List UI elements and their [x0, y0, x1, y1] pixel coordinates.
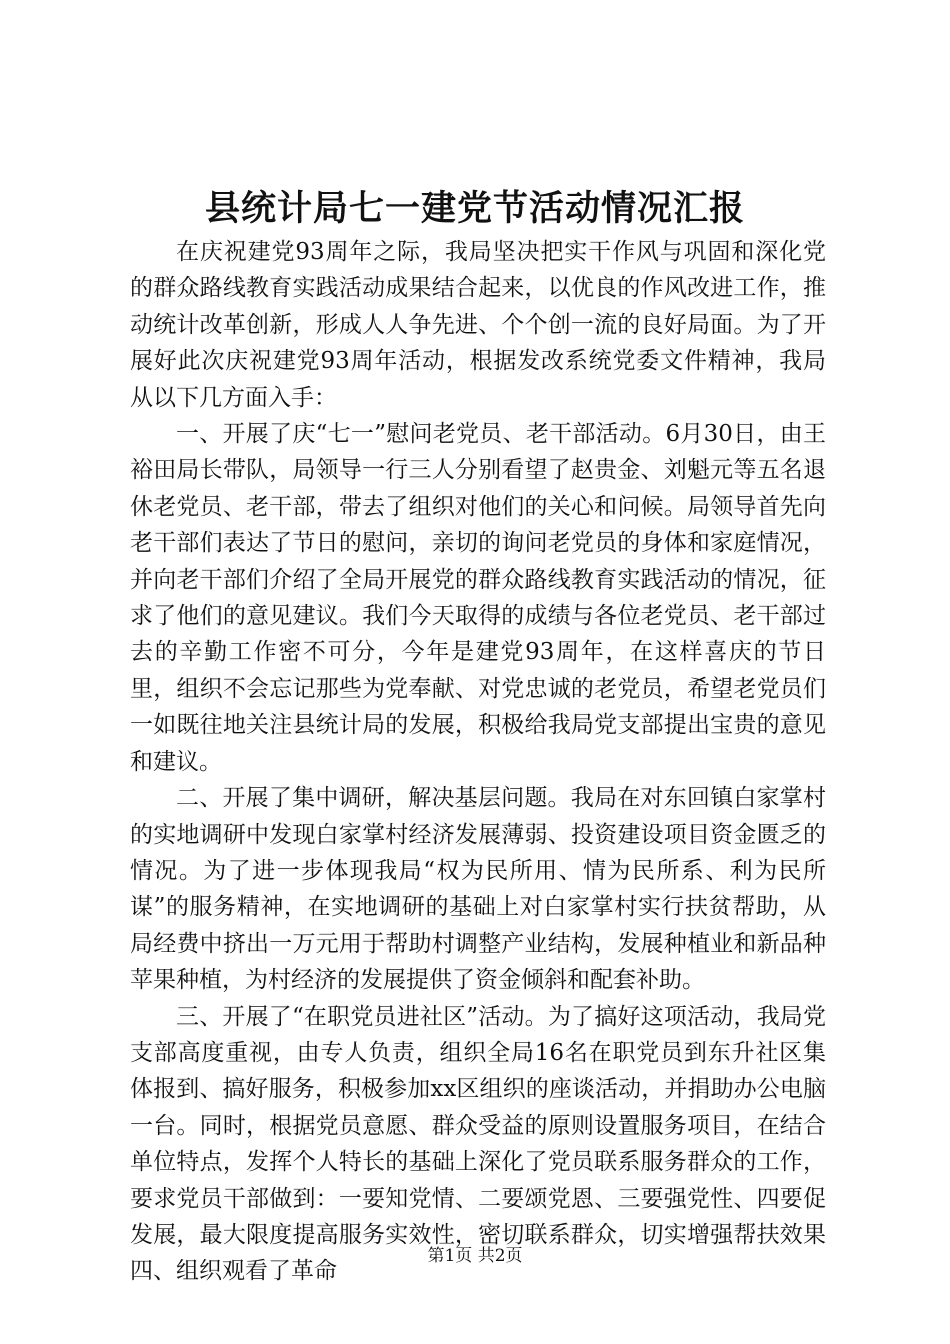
paragraph-intro: 在庆祝建党93周年之际，我局坚决把实干作风与巩固和深化党的群众路线教育实践活动成果结合起来，以优良的作风改进工作，推动统计改革创新，形成人人争先进、个个创一流的良好局面。为了开展好此次庆祝建党93周年活动，根据发改系统党委文件精神，我局从以下几方面入手： [130, 239, 826, 411]
document-title: 县统计局七一建党节活动情况汇报 [204, 188, 745, 229]
paragraph-section-1: 一、开展了庆“七一”慰问老党员、老干部活动。6月30日，由王裕田局长带队，局领导一行三人分别看望了赵贵金、刘魁元等五名退休老党员、老干部，带去了组织对他们的关心和问候。局领导首先向老干部们表达了节日的慰问，亲切的询问老党员的身体和家庭情况，并向老干部们介绍了全局开展党的群众路线教育实践活动的情况，征求了他们的意见建议。我们今天取得的成绩与各位老党员、老干部过去的辛勤工作密不可分，今年是建党93周年，在这样喜庆的节日里，组织不会忘记那些为党奉献、对党忠诚的老党员，希望老党员们一如既往地关注县统计局的发展，积极给我局党支部提出宝贵的意见和建议。 [130, 421, 826, 775]
page-number-footer: 第1页 共2页 [427, 1246, 523, 1266]
paragraph-section-3: 三、开展了“在职党员进社区”活动。为了搞好这项活动，我局党支部高度重视，由专人负责，组织全局16名在职党员到东升社区集体报到、搞好服务，积极参加xx区组织的座谈活动，并捐助办公电脑一台。同时，根据党员意愿、群众受益的原则设置服务项目，在结合单位特点，发挥个人特长的基础上深化了党员联系服务群众的工作，要求党员干部做到：一要知党情、二要颂党恩、三要强党性、四要促发展，最大限度提高服务实效性，密切联系群众，切实增强帮扶效果四、组织观看了革命 [130, 1003, 826, 1285]
paragraph-section-2: 二、开展了集中调研，解决基层问题。我局在对东回镇白家掌村的实地调研中发现白家掌村经济发展薄弱、投资建设项目资金匮乏的情况。为了进一步体现我局“权为民所用、情为民所系、利为民所谋”的服务精神，在实地调研的基础上对白家掌村实行扶贫帮助，从局经费中挤出一万元用于帮助村调整产业结构，发展种植业和新品种苹果种植，为村经济的发展提供了资金倾斜和配套补助。 [130, 785, 826, 994]
document-body [130, 234, 826, 1290]
